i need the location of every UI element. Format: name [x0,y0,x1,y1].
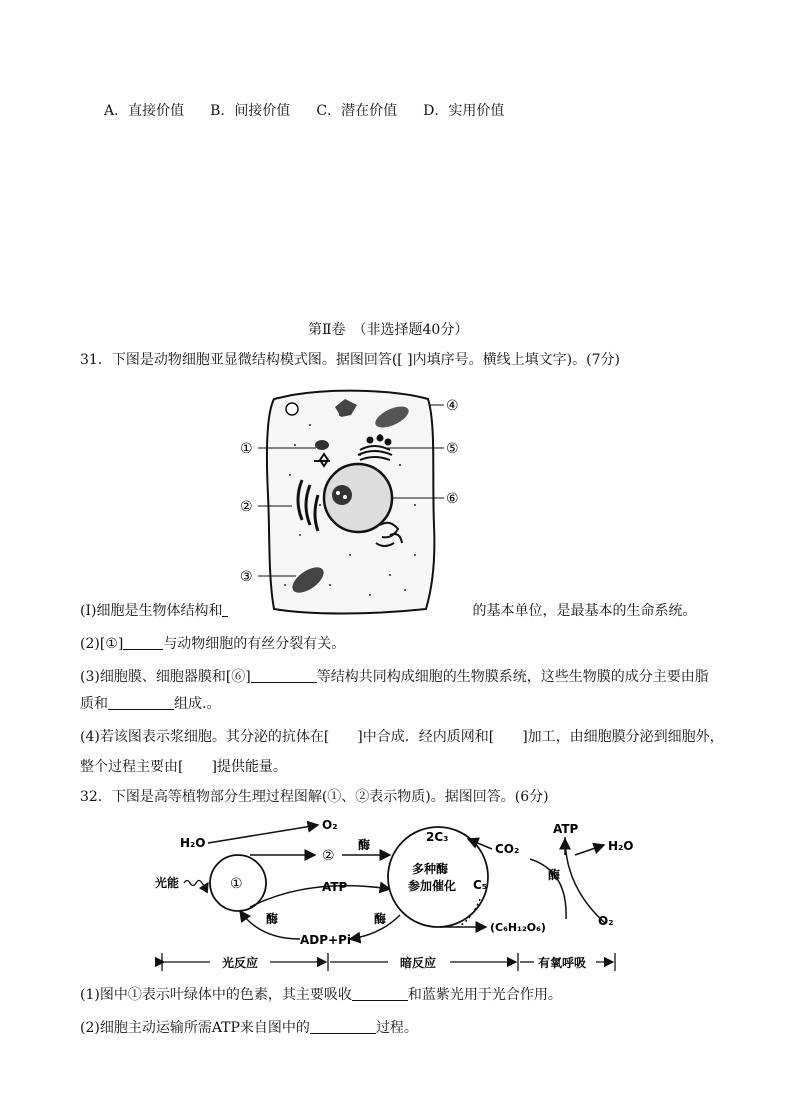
cell-label-4: ④ [446,398,459,414]
q31-sub3-cont: 质和 组成.。 [80,696,221,712]
stage-resp: 有氧呼吸 [538,956,587,970]
cell-label-2: ② [240,499,253,515]
answer-blank-5[interactable] [352,986,408,1001]
q31-sub2: (2)[①] 与动物细胞的有丝分裂有关。 [80,636,346,652]
cell-label-3: ③ [240,569,253,585]
resp-h2o-arrow [575,845,604,855]
cell-label-1: ① [240,441,253,457]
answer-blank-2[interactable] [123,635,163,650]
nucleolus [332,485,352,505]
q31-sub4-cont: 整个过程主要由[ ]提供能量。 [80,759,287,775]
h2o-to-o2-arrow [208,825,318,843]
answer-blank-1[interactable] [222,602,228,617]
q31-stem: 31．下图是动物细胞亚显微结构模式图。据图回答([ ]内填序号。横线上填文字)。(7分) [80,352,620,368]
c5-label: C₅ [473,878,488,892]
enzyme-right: 酶 [374,912,387,926]
cell-label-6: ⑥ [446,491,459,507]
q32-sub2: (2)细胞主动运输所需ATP来自图中的 过程。 [80,1020,418,1036]
section-title: 第Ⅱ卷 （非选择题40分） [308,322,469,338]
c3-label: 2C₃ [426,830,449,844]
light-label: 光能 [155,876,180,890]
enzyme-resp: 酶 [548,868,561,882]
q31-sub3: (3)细胞膜、细胞器膜和[⑥] 等结构共同构成细胞的生物膜系统，这些生物膜的成分主要由脂 [80,669,709,685]
atp-label: ATP [322,880,348,894]
cell-label-5: ⑤ [446,441,459,457]
multi-enzyme-1: 多种酶 [412,862,449,876]
stage-dark: 暗反应 [400,956,437,970]
co2-label: CO₂ [495,842,520,856]
adp-label: ADP+Pi [300,933,352,947]
enzyme-left: 酶 [266,912,279,926]
resp-curve-1 [530,859,566,919]
enzyme-top: 酶 [358,838,371,852]
atp-right: ATP [553,822,579,836]
q31-sub1: (Ⅰ)细胞是生物体结构和 的基本单位，是最基本的生命系统。 [80,603,697,619]
vesicle [286,403,298,415]
circle1-label: ① [230,876,243,892]
resp-curve-2 [565,837,605,923]
circle2-label: ② [322,848,335,864]
animal-cell-diagram [230,385,470,617]
option-b: B．间接价值 [210,103,291,119]
options-line [104,101,530,121]
o2-top: O₂ [322,818,338,832]
light-wave [184,881,208,886]
photosynthesis-diagram [150,815,634,980]
option-c: C．潜在价值 [316,103,398,119]
h2o-right: H₂O [608,839,634,853]
atp-arc [250,886,390,907]
answer-blank-4[interactable] [108,695,174,710]
option-a: A．直接价值 [104,103,185,119]
glucose-label: (C₆H₁₂O₆) [490,921,546,934]
option-d: D．实用价值 [423,103,505,119]
q32-sub1: (1)图中①表示叶绿体中的色素，其主要吸收 和蓝紫光用于光合作用。 [80,987,562,1003]
answer-blank-6[interactable] [310,1019,376,1034]
h2o-left: H₂O [180,836,206,850]
q31-sub4: (4)若该图表示浆细胞。其分泌的抗体在[ ]中合成．经内质网和[ ]加工，由细胞膜分泌到细胞外， [80,729,724,745]
stage-light: 光反应 [222,956,259,970]
o2-right: O₂ [598,914,614,928]
q32-stem: 32．下图是高等植物部分生理过程图解(①、②表示物质)。据图回答。(6分) [80,789,549,805]
answer-blank-3[interactable] [251,668,317,683]
multi-enzyme-2: 参加催化 [408,879,457,893]
